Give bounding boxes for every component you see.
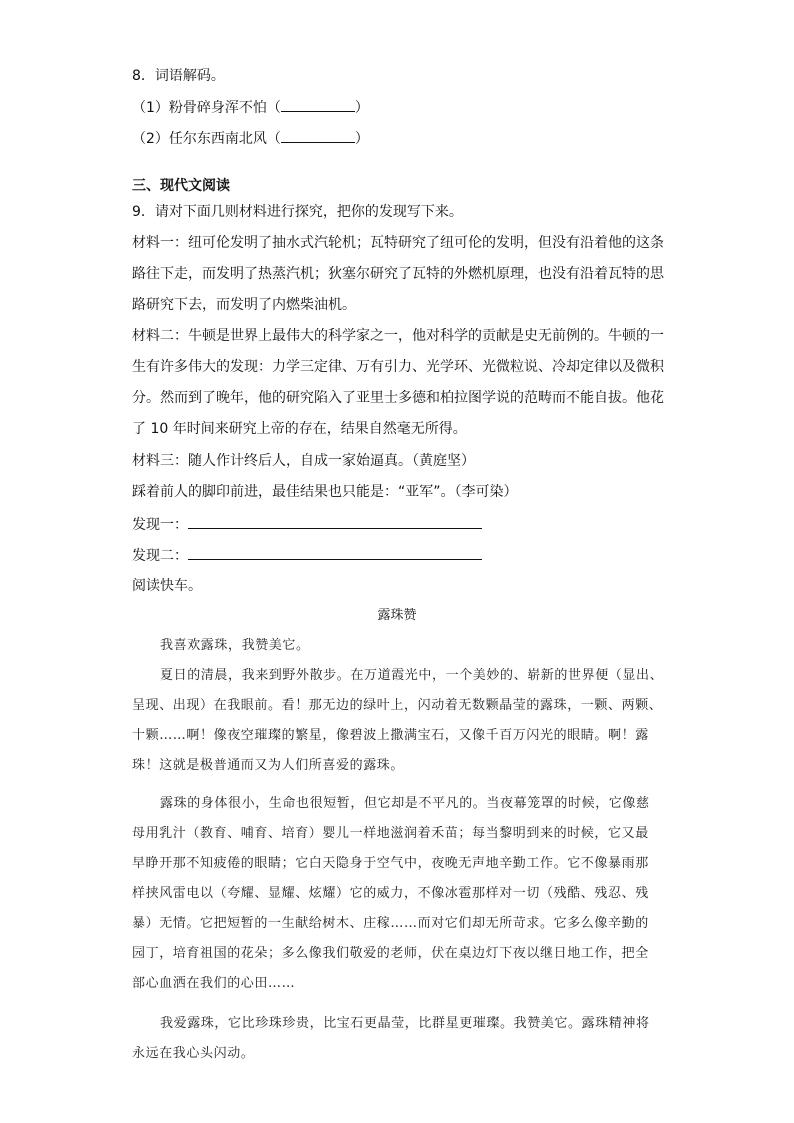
material-1-line: 路往下走，而发明了热蒸汽机；狄塞尔研究了瓦特的外燃机原理，也没有沿着瓦特的思 xyxy=(132,266,664,282)
material-2-line: 材料二：牛顿是世界上最伟大的科学家之一，他对科学的贡献是史无前例的。牛顿的一 xyxy=(132,328,664,344)
q8-item-1-close: ） xyxy=(354,100,369,116)
story-line: 露珠的身体很小，生命也很短暂，但它却是不平凡的。当夜幕笼罩的时候，它像慈 xyxy=(160,796,650,811)
answer-blank[interactable] xyxy=(281,128,355,143)
section-heading: 三、现代文阅读 xyxy=(132,178,230,194)
material-2-line: 生有许多伟大的发现：力学三定律、万有引力、光学环、光微粒说、冷却定律以及微积 xyxy=(132,359,664,375)
story-line: 十颗……啊！像夜空璀璨的繁星，像碧波上撒满宝石，又像千百万闪光的眼睛。啊！露 xyxy=(132,728,649,743)
story-line: 母用乳汁（教育、哺育、培育）婴儿一样地滋润着禾苗；每当黎明到来的时候，它又最 xyxy=(132,826,649,841)
material-3-line: 材料三：随人作计终后人，自成一家始逼真。（黄庭坚） xyxy=(132,453,475,469)
story-title: 露珠赞 xyxy=(377,608,417,623)
material-2-line: 了 10 年时间来研究上帝的存在，结果自然毫无所得。 xyxy=(132,421,467,437)
q8-item-1 xyxy=(132,97,369,118)
story-line: 部心血洒在我们的心田…… xyxy=(132,976,296,991)
story-line: 珠！这就是极普通而又为人们所喜爱的露珠。 xyxy=(132,758,405,773)
finding-1-blank[interactable] xyxy=(188,514,482,529)
story-line: 样挟风雷电以（夸耀、显耀、炫耀）它的威力，不像冰雹那样对一切（残酷、残忍、残 xyxy=(132,886,649,901)
finding-2-blank[interactable] xyxy=(188,545,482,560)
fast-reading-label: 阅读快车。 xyxy=(132,578,202,594)
story-line: 我喜欢露珠，我赞美它。 xyxy=(160,638,310,653)
finding-2 xyxy=(132,545,482,566)
story-line: 永远在我心头闪动。 xyxy=(132,1046,255,1061)
q9-title: 9．请对下面几则材料进行探究，把你的发现写下来。 xyxy=(132,204,463,220)
story-line: 夏日的清晨，我来到野外散步。在万道霞光中，一个美妙的、崭新的世界便（显出、 xyxy=(160,668,664,683)
story-line: 我爱露珠，它比珍珠珍贵，比宝石更晶莹，比群星更璀璨。我赞美它。露珠精神将 xyxy=(160,1016,650,1031)
story-line: 暴）无情。它把短暂的一生献给树木、庄稼……而对它们却无所苛求。它多么像辛勤的 xyxy=(132,916,649,931)
finding-1-label: 发现一： xyxy=(132,517,188,533)
material-2-line: 分。然而到了晚年，他的研究陷入了亚里士多德和柏拉图学说的范畴而不能自拔。他花 xyxy=(132,390,664,406)
q8-item-2-text: （2）任尔东西南北风（ xyxy=(132,131,281,147)
q8-title: 8．词语解码。 xyxy=(132,68,225,84)
q8-item-2 xyxy=(132,128,369,149)
material-3-line: 踩着前人的脚印前进，最佳结果也只能是：“亚军”。（李可染） xyxy=(132,484,518,500)
material-1-line: 材料一：纽可伦发明了抽水式汽轮机；瓦特研究了纽可伦的发明，但没有沿着他的这条 xyxy=(132,235,664,251)
story-line: 呈现、出现）在我眼前。看！那无边的绿叶上，闪动着无数颗晶莹的露珠，一颗、两颗、 xyxy=(132,698,663,713)
q8-item-1-text: （1）粉骨碎身浑不怕（ xyxy=(132,100,281,116)
story-line: 园丁，培育祖国的花朵；多么像我们敬爱的老师，伏在桌边灯下夜以继日地工作，把全 xyxy=(132,946,649,961)
story-line: 早睁开那不知疲倦的眼睛；它白天隐身于空气中，夜晚无声地辛勤工作。它不像暴雨那 xyxy=(132,856,649,871)
finding-2-label: 发现二： xyxy=(132,548,188,564)
material-1-line: 路研究下去，而发明了内燃柴油机。 xyxy=(132,297,356,313)
answer-blank[interactable] xyxy=(281,97,355,112)
finding-1 xyxy=(132,514,482,535)
q8-item-2-close: ） xyxy=(354,131,369,147)
